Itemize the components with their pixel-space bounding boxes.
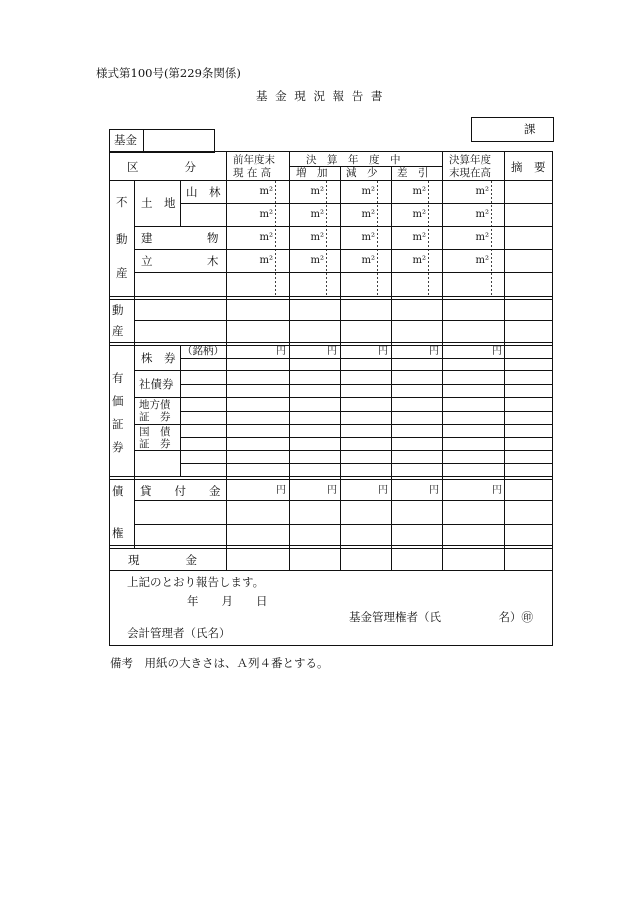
loans-label: 貸 付 金 [140, 484, 221, 498]
unit-m2: m² [259, 232, 273, 243]
cash-label: 現 金 [128, 553, 197, 567]
unit-m2: m² [259, 255, 273, 266]
movables-char-2: 産 [112, 324, 124, 338]
unit-m2: m² [310, 186, 324, 197]
unit-yen: 円 [492, 485, 502, 496]
form-number: 様式第100号(第229条関係) [96, 66, 241, 80]
unit-m2: m² [361, 209, 375, 220]
unit-m2: m² [259, 209, 273, 220]
unit-m2: m² [361, 255, 375, 266]
building-label-b: 物 [207, 231, 219, 245]
securities-char-1: 有 [112, 371, 124, 385]
building-label-a: 建 [141, 231, 153, 245]
timber-label-a: 立 [141, 254, 153, 268]
unit-m2: m² [310, 232, 324, 243]
forest-label: 山 林 [186, 185, 221, 199]
bonds-label: 社債券 [139, 377, 174, 391]
local-bonds-label-2: 証 券 [139, 411, 171, 423]
unit-yen: 円 [378, 346, 388, 357]
unit-m2: m² [475, 209, 489, 220]
unit-m2: m² [310, 255, 324, 266]
unit-yen: 円 [429, 485, 439, 496]
unit-m2: m² [361, 186, 375, 197]
brand-label: （銘柄） [182, 345, 224, 357]
col-kubun: 区 分 [127, 160, 196, 174]
unit-m2: m² [259, 186, 273, 197]
section-label: 課 [524, 122, 536, 136]
movables-char-1: 動 [112, 303, 124, 317]
unit-m2: m² [412, 255, 426, 266]
national-bonds-label-2: 証 券 [139, 438, 171, 450]
unit-m2: m² [475, 186, 489, 197]
unit-m2: m² [310, 209, 324, 220]
unit-yen: 円 [429, 346, 439, 357]
local-bonds-label-1: 地方債 [139, 399, 171, 411]
paper-size-note: 備考 用紙の大きさは、Ａ列４番とする。 [110, 656, 329, 670]
col-end-line1: 決算年度 [449, 154, 491, 166]
report-date: 年 月 日 [187, 594, 268, 608]
claims-char-1: 債 [112, 484, 124, 498]
col-increase: 増 加 [296, 167, 328, 179]
real-estate-char-2: 動 [116, 232, 128, 246]
unit-yen: 円 [276, 346, 286, 357]
claims-char-2: 権 [112, 526, 124, 540]
unit-m2: m² [412, 209, 426, 220]
unit-m2: m² [475, 232, 489, 243]
col-prev-line2: 現 在 高 [233, 167, 272, 179]
securities-char-3: 証 [112, 417, 124, 431]
stocks-label: 株 券 [141, 351, 176, 365]
col-remarks: 摘 要 [511, 160, 546, 174]
land-label: 土 地 [141, 196, 176, 210]
fund-manager-signature: 基金管理権者（氏 名）㊞ [349, 610, 533, 624]
timber-label-b: 木 [207, 254, 219, 268]
unit-yen: 円 [378, 485, 388, 496]
unit-m2: m² [475, 255, 489, 266]
unit-yen: 円 [492, 346, 502, 357]
col-decrease: 減 少 [346, 167, 378, 179]
securities-char-2: 価 [112, 394, 124, 408]
unit-yen: 円 [327, 485, 337, 496]
unit-m2: m² [361, 232, 375, 243]
unit-yen: 円 [276, 485, 286, 496]
col-end-line2: 末現在高 [449, 167, 491, 179]
securities-char-4: 券 [112, 440, 124, 454]
unit-m2: m² [412, 186, 426, 197]
fund-label: 基金 [114, 133, 137, 147]
page-title: 基 金 現 況 報 告 書 [256, 89, 385, 103]
unit-m2: m² [412, 232, 426, 243]
report-statement: 上記のとおり報告します。 [127, 575, 265, 589]
col-during: 決 算 年 度 中 [306, 154, 401, 166]
unit-yen: 円 [327, 346, 337, 357]
real-estate-char-1: 不 [116, 195, 128, 209]
col-diff: 差 引 [397, 167, 429, 179]
national-bonds-label-1: 国 債 [139, 426, 171, 438]
accountant-signature: 会計管理者（氏名） [127, 626, 231, 640]
real-estate-char-3: 産 [116, 266, 128, 280]
col-prev-line1: 前年度末 [233, 154, 275, 166]
